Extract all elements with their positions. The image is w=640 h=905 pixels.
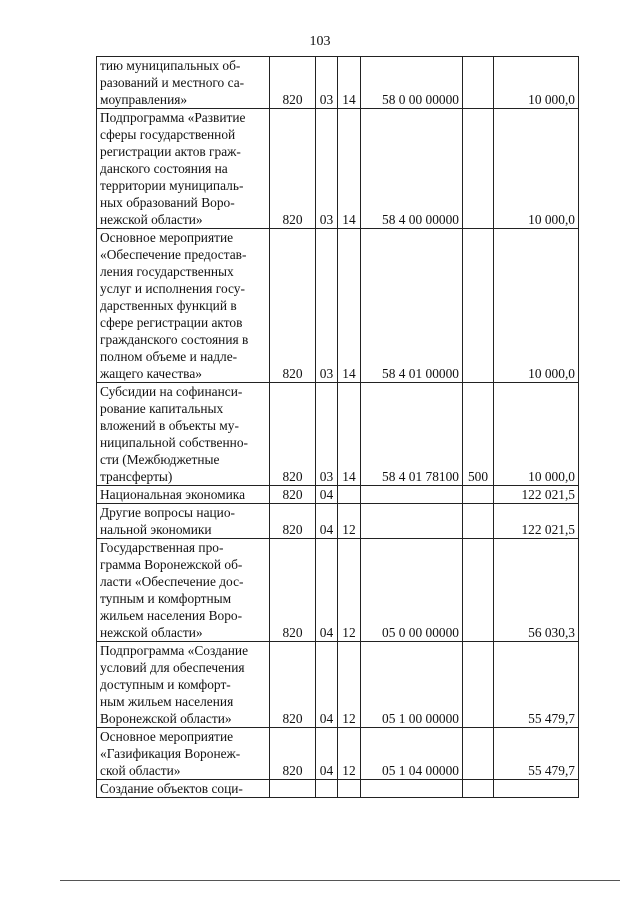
budget-table-body [97,57,579,798]
row-name-text: Другие вопросы нацио- нальной экономики [100,505,235,537]
row-subsection-code-text: 14 [342,212,356,227]
row-expense-type-code [463,504,494,539]
row-expense-type-code [463,383,494,486]
table-row [97,229,579,383]
table-row [97,642,579,728]
row-target-article-code-text: 05 0 00 00000 [382,625,459,640]
row-grbs-code-text: 820 [282,212,303,227]
row-name [97,728,270,780]
row-grbs-code-text: 820 [282,711,303,726]
row-section-code-text: 03 [319,366,334,381]
row-section-code [316,642,338,728]
row-target-article-code [361,780,463,798]
row-target-article-code-text: 58 0 00 00000 [382,92,459,107]
row-amount [494,109,579,229]
row-subsection-code [338,504,361,539]
row-section-code [316,728,338,780]
row-subsection-code-text: 12 [342,763,356,778]
row-name [97,57,270,109]
row-expense-type-code [463,642,494,728]
table-row [97,728,579,780]
row-target-article-code [361,57,463,109]
row-section-code [316,780,338,798]
row-amount [494,780,579,798]
row-section-code [316,504,338,539]
row-section-code-text: 04 [319,625,334,640]
row-target-article-code-text: 58 4 01 78100 [382,469,459,484]
row-subsection-code-text: 14 [342,469,356,484]
row-name [97,642,270,728]
page-number: 103 [309,34,331,49]
row-grbs-code-text: 820 [282,763,303,778]
row-amount-text: 10 000,0 [528,212,575,227]
row-subsection-code [338,728,361,780]
table-row [97,109,579,229]
row-expense-type-code [463,57,494,109]
row-section-code [316,57,338,109]
row-expense-type-code [463,229,494,383]
row-section-code-text: 04 [319,763,334,778]
row-grbs-code-text: 820 [282,469,303,484]
row-grbs-code [270,109,316,229]
row-name [97,229,270,383]
row-target-article-code [361,642,463,728]
row-amount [494,57,579,109]
row-amount [494,539,579,642]
row-section-code [316,539,338,642]
row-section-code-text: 04 [319,522,334,537]
table-row [97,57,579,109]
row-section-code-text: 03 [319,92,334,107]
row-grbs-code [270,486,316,504]
table-row [97,539,579,642]
row-name [97,109,270,229]
row-section-code [316,383,338,486]
row-section-code-text: 03 [319,469,334,484]
row-amount-text: 55 479,7 [528,763,575,778]
row-amount [494,229,579,383]
row-grbs-code-text: 820 [282,487,303,502]
row-amount [494,642,579,728]
table-row [97,383,579,486]
row-grbs-code [270,383,316,486]
budget-table [96,56,579,798]
row-expense-type-code [463,486,494,504]
row-name-text: Государственная про- грамма Воронежской об- ласти «Обеспечение дос- тупным и комфортным жильем населения Воро- нежской области» [100,540,244,640]
row-amount-text: 55 479,7 [528,711,575,726]
row-grbs-code-text: 820 [282,522,303,537]
row-subsection-code [338,780,361,798]
row-amount-text: 10 000,0 [528,366,575,381]
row-amount-text: 10 000,0 [528,92,575,107]
row-name-text: Основное мероприятие «Газификация Воронеж- ской области» [100,729,241,778]
row-subsection-code-text: 12 [342,711,356,726]
row-subsection-code [338,383,361,486]
row-grbs-code-text: 820 [282,92,303,107]
row-target-article-code [361,383,463,486]
row-name [97,780,270,798]
row-target-article-code [361,229,463,383]
row-section-code-text: 04 [319,487,334,502]
row-amount-text: 56 030,3 [528,625,575,640]
row-section-code [316,486,338,504]
row-expense-type-code [463,780,494,798]
row-name-text: Основное мероприятие «Обеспечение предостав- ления государственных услуг и исполнения госу- дарственных функций в сфере регистрации актов гражданского состояния в полном объеме и надле- жащего качества» [100,230,249,381]
bottom-rule [60,880,620,881]
row-expense-type-code-text: 500 [467,469,489,484]
row-amount [494,504,579,539]
row-name-text: Создание объектов соци- [100,781,243,796]
row-subsection-code [338,486,361,504]
row-name-text: Подпрограмма «Создание условий для обеспечения доступным и комфорт- ным жильем населения Воронежской области» [100,643,249,726]
row-target-article-code [361,486,463,504]
table-row [97,780,579,798]
row-target-article-code [361,728,463,780]
row-subsection-code [338,109,361,229]
row-amount-text: 122 021,5 [521,522,575,537]
row-expense-type-code [463,109,494,229]
row-grbs-code-text: 820 [282,366,303,381]
row-section-code [316,229,338,383]
row-grbs-code [270,728,316,780]
row-name-text: Национальная экономика [100,487,246,502]
row-name [97,486,270,504]
row-name [97,383,270,486]
row-target-article-code [361,539,463,642]
row-name [97,539,270,642]
row-amount-text: 10 000,0 [528,469,575,484]
row-name-text: Подпрограмма «Развитие сферы государственной регистрации актов граж- данского состояния на территории муниципаль- ных образований Воро- нежской области» [100,110,246,227]
row-target-article-code-text: 05 1 00 00000 [382,711,459,726]
table-row [97,504,579,539]
row-subsection-code-text: 12 [342,522,356,537]
row-subsection-code [338,229,361,383]
row-section-code-text: 03 [319,212,334,227]
row-grbs-code [270,229,316,383]
row-target-article-code-text: 58 4 00 00000 [382,212,459,227]
row-subsection-code-text: 14 [342,366,356,381]
row-section-code [316,109,338,229]
row-subsection-code-text: 14 [342,92,356,107]
row-subsection-code [338,642,361,728]
row-subsection-code [338,57,361,109]
row-subsection-code [338,539,361,642]
row-subsection-code-text: 12 [342,625,356,640]
row-grbs-code [270,642,316,728]
row-grbs-code [270,780,316,798]
row-target-article-code [361,109,463,229]
row-name-text: Субсидии на софинанси- рование капитальных вложений в объекты му- ниципальной собственно- сти (Межбюджетные трансферты) [100,384,248,484]
row-name-text: тию муниципальных об- разований и местного са- моуправления» [100,58,245,107]
row-amount [494,486,579,504]
row-amount-text: 122 021,5 [521,487,575,502]
row-grbs-code [270,539,316,642]
row-grbs-code [270,57,316,109]
row-grbs-code [270,504,316,539]
table-row [97,486,579,504]
row-section-code-text: 04 [319,711,334,726]
row-target-article-code [361,504,463,539]
row-amount [494,383,579,486]
row-amount [494,728,579,780]
row-expense-type-code [463,539,494,642]
row-expense-type-code [463,728,494,780]
row-target-article-code-text: 58 4 01 00000 [382,366,459,381]
row-name [97,504,270,539]
row-grbs-code-text: 820 [282,625,303,640]
row-target-article-code-text: 05 1 04 00000 [382,763,459,778]
